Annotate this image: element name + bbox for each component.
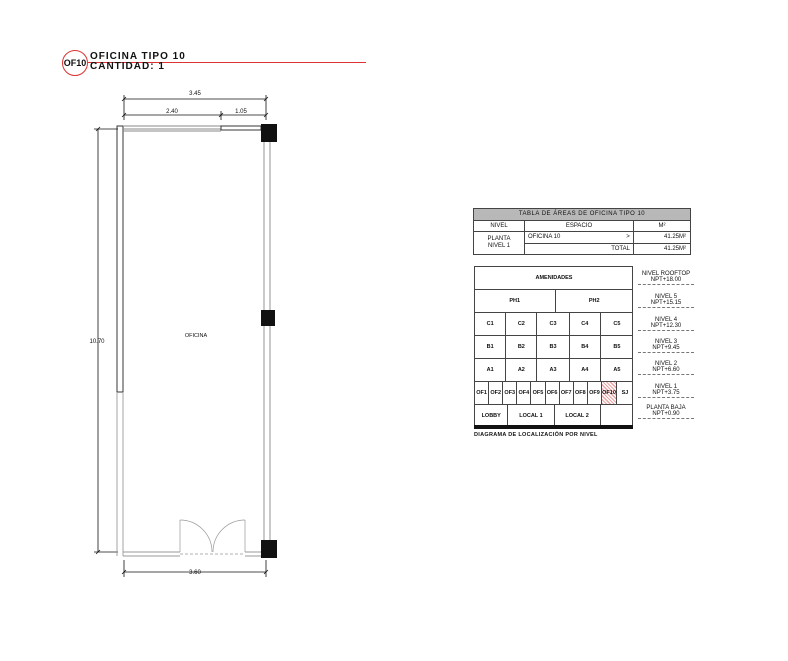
cell-c5: C5	[613, 321, 621, 327]
level-npt: NPT+18.00	[650, 277, 682, 283]
nivel-line2: NIVEL 1	[487, 243, 511, 249]
nivel-line1: PLANTA	[487, 236, 511, 242]
cell-b5: B5	[613, 344, 621, 350]
level-npt: NPT+9.45	[652, 345, 680, 351]
diagram-base-bar	[474, 425, 633, 429]
cell-a4: A4	[570, 359, 601, 381]
total-area: 41.25M²	[634, 243, 690, 255]
dim-top-right: 1.05	[235, 109, 247, 115]
cell-a3: A3	[537, 359, 569, 381]
cell-of4: OF4	[517, 382, 531, 404]
level-name: PLANTA BAJA	[646, 405, 686, 411]
arrow-icon: >	[626, 234, 630, 240]
level-name: NIVEL 5	[654, 294, 678, 300]
dim-left-height: 10.70	[89, 339, 105, 345]
cell-amenidades: AMENIDADES	[535, 275, 573, 281]
cell-a2: A2	[506, 359, 537, 381]
diagram-caption: DIAGRAMA DE LOCALIZACIÓN POR NIVEL	[474, 432, 598, 438]
cell-b4: B4	[570, 336, 601, 358]
col-espacio: ESPACIO	[525, 221, 634, 231]
level-1	[638, 384, 694, 398]
total-label: TOTAL	[611, 246, 630, 252]
dim-bottom-width: 3.60	[189, 570, 201, 576]
cell-c4: C4	[570, 313, 601, 335]
level-npt: NPT+3.75	[652, 390, 680, 396]
area-cell	[634, 232, 690, 254]
cell-of9: OF9	[588, 382, 602, 404]
cell-of6: OF6	[546, 382, 560, 404]
cell-a1: A1	[475, 359, 506, 381]
level-npt: NPT+6.60	[652, 367, 680, 373]
space-area: 41.25M²	[663, 234, 686, 240]
cell-of7: OF7	[560, 382, 574, 404]
level-name: NIVEL ROOFTOP	[641, 271, 691, 277]
espacio-cell	[525, 232, 634, 254]
column-bottom	[261, 540, 277, 558]
cell-b3: B3	[537, 336, 569, 358]
room-label: OFICINA	[184, 333, 208, 339]
level-2	[638, 361, 694, 375]
level-name: NIVEL 1	[654, 384, 678, 390]
cell-a5: A5	[613, 367, 621, 373]
level-planta-baja	[638, 405, 694, 419]
level-npt: NPT+12.30	[650, 323, 682, 329]
level-name: NIVEL 3	[654, 339, 678, 345]
area-table-title: TABLA DE ÁREAS DE OFICINA TIPO 10	[474, 209, 690, 221]
area-table	[473, 208, 691, 255]
diagram-divider	[632, 266, 633, 426]
column-middle	[261, 310, 275, 326]
cell-of8: OF8	[574, 382, 588, 404]
col-nivel: NIVEL	[474, 221, 525, 231]
cell-ph1: PH1	[475, 290, 556, 312]
cell-sj: SJ	[621, 390, 629, 396]
col-m2: M²	[658, 223, 666, 229]
cell-empty	[601, 405, 633, 427]
level-4	[638, 317, 694, 331]
cell-of3: OF3	[503, 382, 517, 404]
plan-quantity: CANTIDAD: 1	[90, 61, 165, 72]
level-3	[638, 339, 694, 353]
level-name: NIVEL 2	[654, 361, 678, 367]
location-diagram	[474, 266, 633, 429]
cell-c2: C2	[506, 313, 537, 335]
cell-of5: OF5	[531, 382, 545, 404]
level-5	[638, 294, 694, 308]
double-door	[180, 520, 245, 554]
cell-c1: C1	[475, 313, 506, 335]
cell-b2: B2	[506, 336, 537, 358]
level-npt: NPT+0.90	[652, 411, 680, 417]
plan-badge: OF10	[62, 50, 88, 76]
cell-c3: C3	[537, 313, 569, 335]
plan-title: OFICINA TIPO 10	[90, 51, 186, 62]
cell-ph2: PH2	[588, 298, 600, 304]
dim-top-left: 2.40	[166, 109, 178, 115]
cell-of1: OF1	[475, 382, 489, 404]
level-npt: NPT+15.15	[650, 300, 682, 306]
dim-top-total: 3.45	[189, 91, 201, 97]
cell-b1: B1	[475, 336, 506, 358]
cell-local-2: LOCAL 2	[555, 405, 601, 427]
nivel-cell	[474, 232, 525, 254]
level-rooftop	[638, 271, 694, 285]
cell-lobby: LOBBY	[475, 405, 508, 427]
left-wall-solid	[117, 126, 123, 392]
column-top	[261, 124, 277, 142]
cell-local-1: LOCAL 1	[508, 405, 554, 427]
cell-of2: OF2	[489, 382, 503, 404]
space-name: OFICINA 10	[528, 234, 561, 240]
cell-of10-highlighted: OF10	[602, 382, 617, 404]
level-name: NIVEL 4	[654, 317, 678, 323]
